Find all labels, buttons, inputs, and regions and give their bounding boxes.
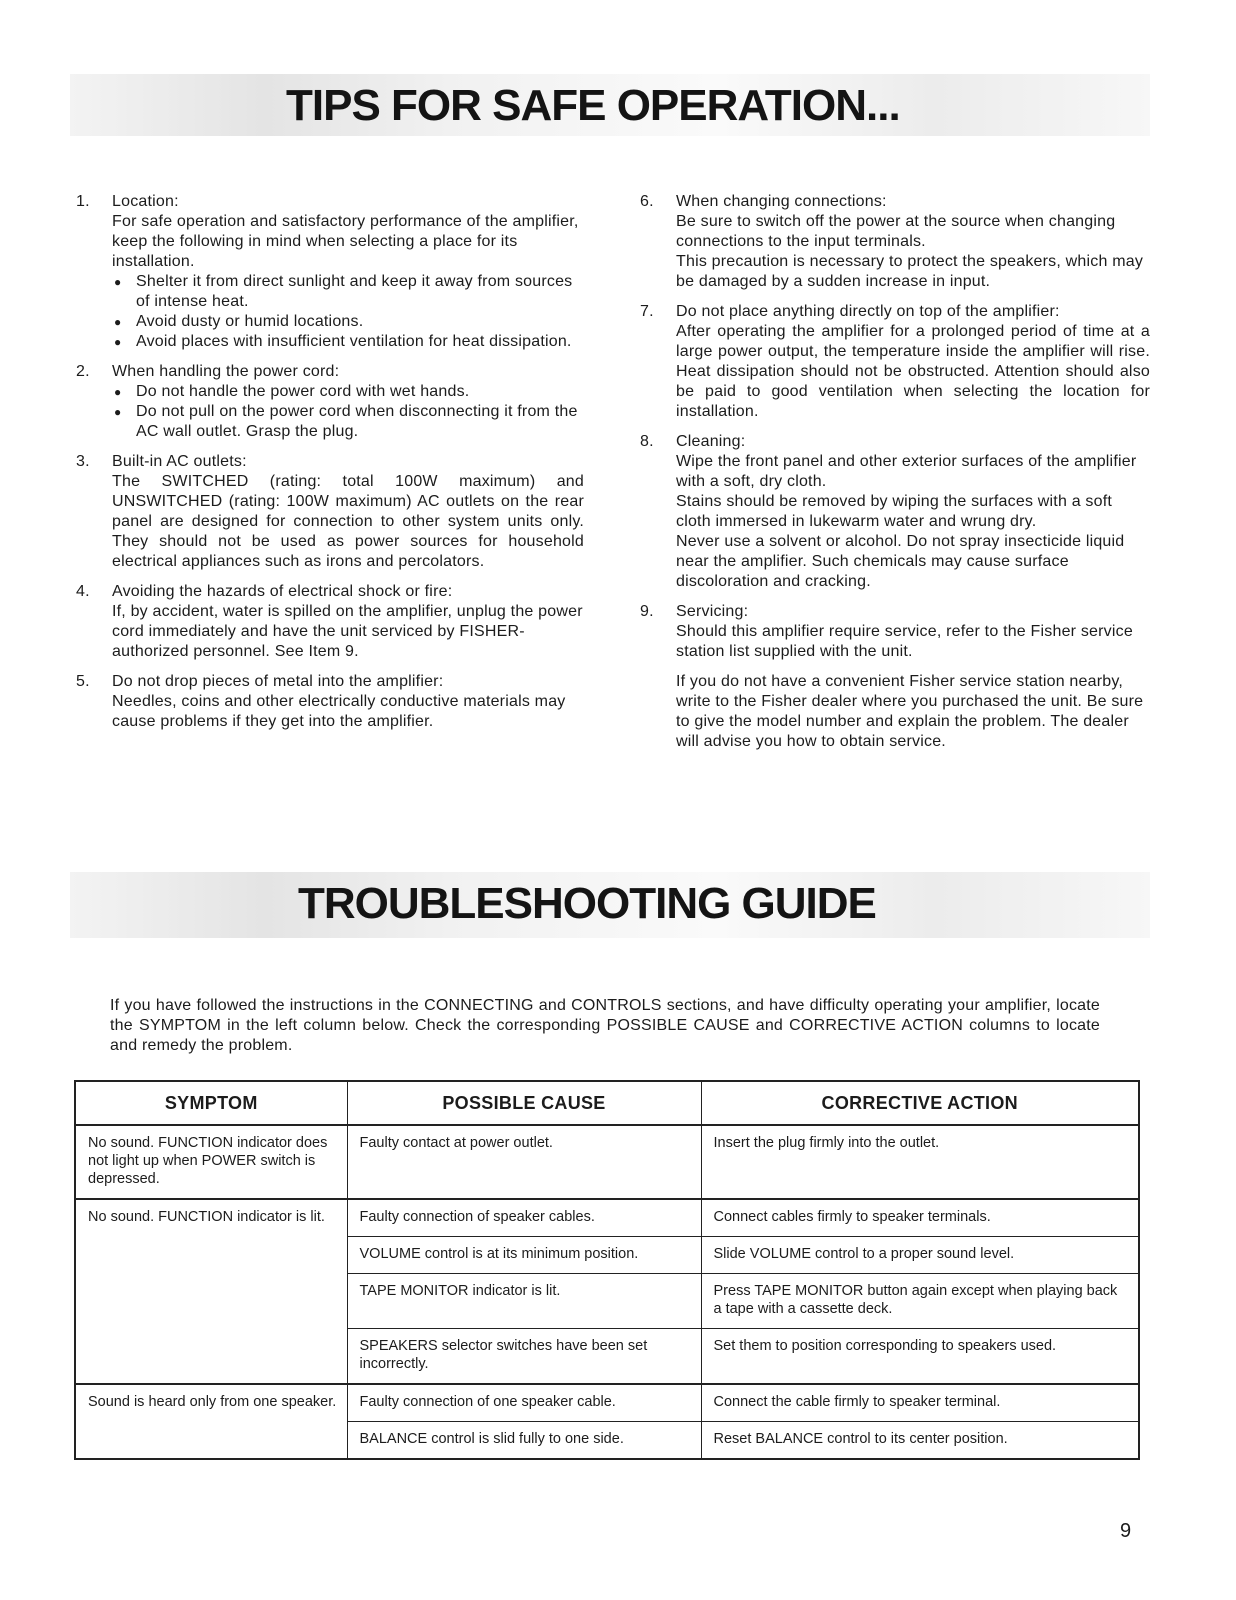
tip-body: Wipe the front panel and other exterior surfaces of the amplifier with a soft, dry cloth. bbox=[676, 453, 1137, 490]
tip-number: 6. bbox=[640, 193, 654, 210]
safety-tips-left-column bbox=[72, 192, 584, 742]
tip-heading: Do not drop pieces of metal into the amplifier: bbox=[112, 673, 444, 690]
tip-heading: Servicing: bbox=[676, 603, 749, 620]
tip-body: If you do not have a convenient Fisher service station nearby, write to the Fisher dealer where you purchased the unit. Be sure to give the model number and explain the problem. The dealer will advise you how to obtain service. bbox=[676, 673, 1144, 750]
cause-cell: Faulty connection of one speaker cable. bbox=[347, 1384, 701, 1422]
tip-body: For safe operation and satisfactory performance of the amplifier, keep the following in mind when selecting a place for its installation. bbox=[112, 213, 579, 270]
symptom-cell: Sound is heard only from one speaker. bbox=[75, 1384, 347, 1459]
header-possible-cause: POSSIBLE CAUSE bbox=[347, 1081, 701, 1125]
bullet-icon: ● bbox=[114, 275, 122, 289]
safety-tips-right-column bbox=[636, 192, 1150, 762]
symptom-cell: No sound. FUNCTION indicator is lit. bbox=[75, 1199, 347, 1384]
list-item: ● Avoid dusty or humid locations. bbox=[114, 313, 364, 330]
tip-cleaning bbox=[636, 432, 1150, 592]
cause-cell: BALANCE control is slid fully to one side. bbox=[347, 1422, 701, 1460]
tip-number: 7. bbox=[640, 303, 654, 320]
tip-servicing bbox=[636, 602, 1150, 752]
table-header-row bbox=[75, 1081, 1139, 1125]
tip-number: 9. bbox=[640, 603, 654, 620]
tip-location bbox=[72, 192, 584, 352]
tip-number: 1. bbox=[76, 193, 90, 210]
list-item: ● Avoid places with insufficient ventilation for heat dissipation. bbox=[114, 333, 572, 350]
tip-heading: Location: bbox=[112, 193, 179, 210]
tip-bullet-list bbox=[112, 272, 584, 352]
tip-body: This precaution is necessary to protect the speakers, which may be damaged by a sudden increase in input. bbox=[676, 253, 1144, 290]
tip-heading: Cleaning: bbox=[676, 433, 746, 450]
bullet-icon: ● bbox=[114, 385, 122, 399]
bullet-icon: ● bbox=[114, 335, 122, 349]
tip-number: 4. bbox=[76, 583, 90, 600]
tip-body: Needles, coins and other electrically conductive materials may cause problems if they get into the amplifier. bbox=[112, 693, 566, 730]
tip-number: 5. bbox=[76, 673, 90, 690]
table-row bbox=[75, 1125, 1139, 1199]
list-item: ● Do not pull on the power cord when disconnecting it from the AC wall outlet. Grasp the plug. bbox=[114, 403, 578, 440]
tip-body: Stains should be removed by wiping the surfaces with a soft cloth immersed in lukewarm water and wrung dry. bbox=[676, 493, 1113, 530]
tip-number: 3. bbox=[76, 453, 90, 470]
action-cell: Press TAPE MONITOR button again except when playing back a tape with a cassette deck. bbox=[701, 1274, 1139, 1329]
cause-cell: TAPE MONITOR indicator is lit. bbox=[347, 1274, 701, 1329]
tip-body: Never use a solvent or alcohol. Do not spray insecticide liquid near the amplifier. Such chemicals may cause surface discoloration and cracking. bbox=[676, 533, 1125, 590]
symptom-cell: No sound. FUNCTION indicator does not light up when POWER switch is depressed. bbox=[75, 1125, 347, 1199]
troubleshooting-table bbox=[74, 1080, 1140, 1460]
action-cell: Reset BALANCE control to its center position. bbox=[701, 1422, 1139, 1460]
tip-heading: When handling the power cord: bbox=[112, 363, 340, 380]
page-number: 9 bbox=[1120, 1520, 1132, 1542]
tip-number: 2. bbox=[76, 363, 90, 380]
tip-body: After operating the amplifier for a prolonged period of time at a large power output, the temperature inside the amplifier will rise. Heat dissipation should not be obstructed. Attention should also be paid to good ventilation when selecting the location for installation. bbox=[676, 323, 1150, 420]
cause-cell: Faulty contact at power outlet. bbox=[347, 1125, 701, 1199]
action-cell: Connect cables firmly to speaker terminals. bbox=[701, 1199, 1139, 1237]
list-item: ● Shelter it from direct sunlight and keep it away from sources of intense heat. bbox=[114, 273, 573, 310]
list-item: ● Do not handle the power cord with wet hands. bbox=[114, 383, 470, 400]
troubleshooting-title: TROUBLESHOOTING GUIDE bbox=[298, 879, 876, 928]
safety-title: TIPS FOR SAFE OPERATION... bbox=[286, 81, 900, 130]
tip-body: Be sure to switch off the power at the source when changing connections to the input terminals. bbox=[676, 213, 1116, 250]
tip-heading: Do not place anything directly on top of the amplifier: bbox=[676, 303, 1060, 320]
tip-number: 8. bbox=[640, 433, 654, 450]
bullet-icon: ● bbox=[114, 405, 122, 419]
tip-bullet-list bbox=[112, 382, 584, 442]
tip-heading: When changing connections: bbox=[676, 193, 887, 210]
action-cell: Insert the plug firmly into the outlet. bbox=[701, 1125, 1139, 1199]
tip-body: Should this amplifier require service, refer to the Fisher service station list supplied with the unit. bbox=[676, 623, 1133, 660]
tip-body: The SWITCHED (rating: total 100W maximum) and UNSWITCHED (rating: 100W maximum) AC outlets on the rear panel are designed for connection to other system units only. They should not be used as power sources for household electrical appliances such as irons and percolators. bbox=[112, 473, 584, 570]
action-cell: Set them to position corresponding to speakers used. bbox=[701, 1329, 1139, 1385]
tip-changing-connections bbox=[636, 192, 1150, 292]
action-cell: Slide VOLUME control to a proper sound level. bbox=[701, 1237, 1139, 1274]
cause-cell: SPEAKERS selector switches have been set incorrectly. bbox=[347, 1329, 701, 1385]
tip-metal-pieces bbox=[72, 672, 584, 732]
bullet-icon: ● bbox=[114, 315, 122, 329]
cause-cell: Faulty connection of speaker cables. bbox=[347, 1199, 701, 1237]
troubleshooting-intro: If you have followed the instructions in the CONNECTING and CONTROLS sections, and have difficulty operating your amplifier, locate the SYMPTOM in the left column below. Check the corresponding POSSIBLE CAUSE and CORRECTIVE ACTION columns to locate and remedy the problem. bbox=[110, 997, 1100, 1054]
tip-power-cord bbox=[72, 362, 584, 442]
action-cell: Connect the cable firmly to speaker terminal. bbox=[701, 1384, 1139, 1422]
tip-top-of-amplifier bbox=[636, 302, 1150, 422]
tip-heading: Built-in AC outlets: bbox=[112, 453, 247, 470]
table-row bbox=[75, 1384, 1139, 1422]
tip-heading: Avoiding the hazards of electrical shock or fire: bbox=[112, 583, 453, 600]
header-symptom: SYMPTOM bbox=[75, 1081, 347, 1125]
tip-electrical-shock bbox=[72, 582, 584, 662]
tip-body: If, by accident, water is spilled on the amplifier, unplug the power cord immediately and have the unit serviced by FISHER-authorized personnel. See Item 9. bbox=[112, 603, 583, 660]
table-row bbox=[75, 1199, 1139, 1237]
tip-ac-outlets bbox=[72, 452, 584, 572]
cause-cell: VOLUME control is at its minimum position. bbox=[347, 1237, 701, 1274]
header-corrective-action: CORRECTIVE ACTION bbox=[701, 1081, 1139, 1125]
